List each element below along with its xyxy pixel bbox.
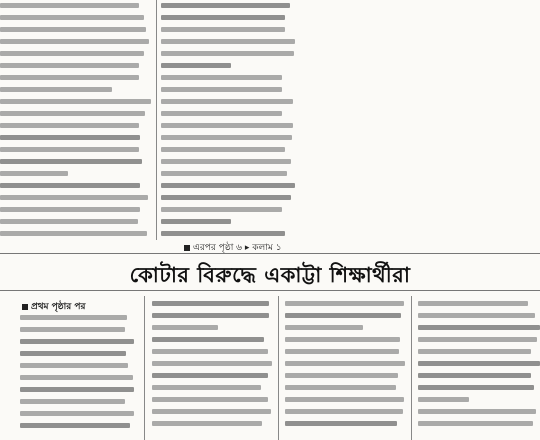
body-column-2 [152, 298, 272, 440]
text-line [161, 63, 231, 68]
text-line [152, 397, 268, 402]
text-line [0, 123, 139, 128]
text-line [0, 111, 145, 116]
text-line [0, 15, 144, 20]
text-line [161, 27, 285, 32]
top-left-column [0, 0, 152, 250]
column-divider [411, 296, 412, 440]
text-line [161, 3, 290, 8]
column-divider [278, 296, 279, 440]
text-line [418, 397, 469, 402]
text-line [285, 313, 401, 318]
text-line [0, 183, 140, 188]
text-line [161, 183, 295, 188]
text-line [161, 231, 285, 236]
text-line [161, 15, 285, 20]
headline-top-rule [0, 253, 540, 254]
column-divider [156, 0, 157, 240]
text-line [0, 63, 139, 68]
text-line [418, 409, 536, 414]
text-line [20, 315, 127, 320]
text-line [20, 339, 134, 344]
text-line [20, 351, 126, 356]
text-line [152, 361, 272, 366]
text-line [161, 135, 292, 140]
text-line [285, 373, 398, 378]
text-line [152, 349, 268, 354]
text-line [418, 421, 533, 426]
text-line [418, 373, 531, 378]
text-line [285, 361, 405, 366]
text-line [418, 337, 537, 342]
jump-marker-icon [184, 245, 190, 251]
text-line [285, 409, 403, 414]
text-line [20, 387, 134, 392]
text-line [0, 87, 112, 92]
text-line [152, 409, 271, 414]
text-line [418, 385, 534, 390]
text-line [0, 171, 68, 176]
text-line [285, 325, 363, 330]
text-line [161, 51, 294, 56]
text-line [152, 385, 261, 390]
text-line [0, 99, 151, 104]
text-line [418, 313, 535, 318]
text-line [285, 349, 399, 354]
text-line [0, 135, 140, 140]
text-line [418, 349, 531, 354]
body-column-4 [418, 298, 540, 440]
text-line [418, 325, 540, 330]
text-line [161, 207, 282, 212]
text-line [161, 147, 285, 152]
text-line [0, 3, 139, 8]
text-line [161, 159, 291, 164]
body-column-3 [285, 298, 405, 440]
text-line [152, 337, 264, 342]
text-line [418, 301, 528, 306]
text-line [0, 27, 146, 32]
text-line [0, 39, 149, 44]
text-line [161, 99, 293, 104]
text-line [0, 219, 138, 224]
text-line [152, 325, 218, 330]
text-line [20, 327, 125, 332]
text-line [161, 87, 282, 92]
text-line [20, 411, 134, 416]
text-line [0, 147, 139, 152]
text-line [161, 111, 282, 116]
article-headline: কোটার বিরুদ্ধে একাট্টা শিক্ষার্থীরা [129, 263, 411, 287]
headline-bottom-rule [0, 290, 540, 291]
text-line [0, 51, 144, 56]
text-line [161, 219, 231, 224]
text-line [285, 385, 396, 390]
jump-text: এরপর পৃষ্ঠা ৬ ▸ কলাম ১ [193, 243, 282, 253]
text-line [0, 231, 147, 236]
text-line [161, 171, 287, 176]
text-line [20, 399, 125, 404]
body-column-1 [20, 312, 136, 440]
text-line [152, 421, 262, 426]
text-line [20, 363, 128, 368]
continued-marker-icon [22, 304, 28, 310]
text-line [285, 301, 404, 306]
text-line [285, 397, 404, 402]
continued-from-text: প্রথম পৃষ্ঠার পর [31, 302, 86, 312]
text-line [0, 75, 139, 80]
text-line [285, 421, 397, 426]
text-line [161, 195, 291, 200]
top-right-column [161, 0, 295, 250]
column-divider [144, 296, 145, 440]
text-line [152, 373, 268, 378]
text-line [20, 375, 133, 380]
text-line [161, 123, 293, 128]
text-line [161, 39, 295, 44]
text-line [161, 75, 282, 80]
text-line [0, 159, 142, 164]
text-line [285, 337, 400, 342]
text-line [0, 207, 140, 212]
text-line [152, 313, 269, 318]
text-line [152, 301, 269, 306]
text-line [0, 195, 148, 200]
text-line [20, 423, 130, 428]
text-line [418, 361, 540, 366]
